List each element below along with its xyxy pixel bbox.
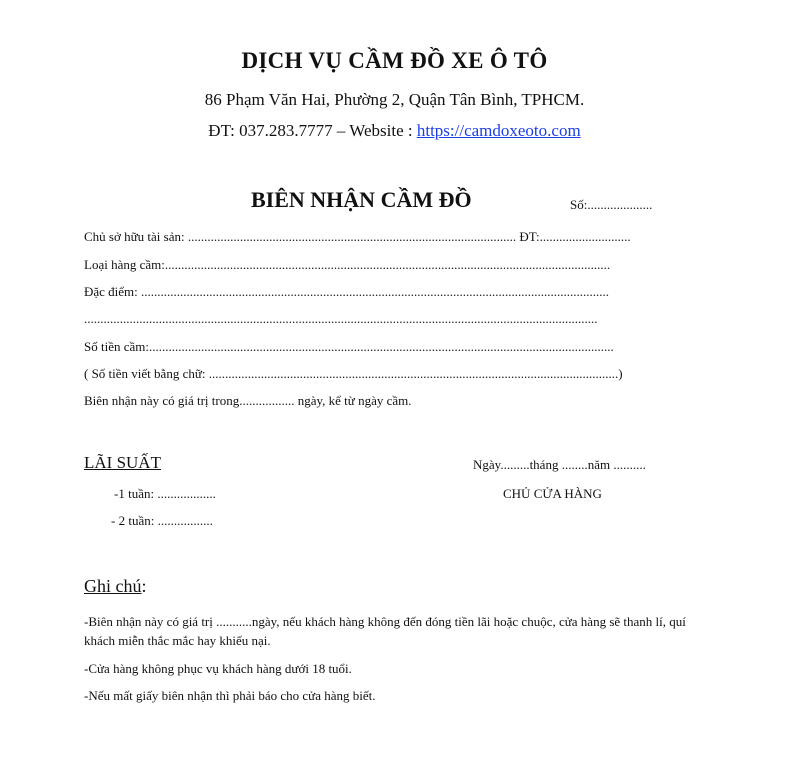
interest-week-2: - 2 tuần: ................. xyxy=(111,513,213,528)
item-type-field: Loại hàng cầm:......................................................................................................................................... xyxy=(84,257,611,272)
amount-field: Số tiền cầm:............................................................................................................................................... xyxy=(84,339,614,354)
shop-address: 86 Phạm Văn Hai, Phường 2, Quận Tân Bình, TPHCM. xyxy=(204,90,585,109)
signer-title: CHỦ CỬA HÀNG xyxy=(503,486,602,501)
notes-heading-row xyxy=(84,576,147,597)
website-link[interactable]: https://camdoxeoto.com xyxy=(416,121,581,140)
shop-contact xyxy=(0,121,789,141)
notes-heading: Ghi chú xyxy=(84,576,142,596)
features-field: Đặc điểm: ................................................................................................................................................ xyxy=(84,284,610,299)
amount-words-field: ( Số tiền viết bằng chữ: ..............................................................................................................................) xyxy=(84,366,623,381)
receipt-title: BIÊN NHẬN CẦM ĐỒ xyxy=(251,187,472,212)
notes-heading-colon: : xyxy=(141,576,147,596)
features-continuation: .............................................................................................................................................................. xyxy=(84,311,598,326)
interest-week-1: -1 tuần: .................. xyxy=(114,486,216,501)
validity-line: Biên nhận này có giá trị trong................. ngày, kể từ ngày cầm. xyxy=(84,393,412,408)
shop-name: DỊCH VỤ CẦM ĐỒ XE Ô TÔ xyxy=(241,48,548,73)
interest-heading: LÃI SUẤT xyxy=(84,453,161,472)
date-line: Ngày.........tháng ........năm .......... xyxy=(473,457,646,472)
owner-field: Chủ sở hữu tài sản: ..................................................................................................... ĐT:............................ xyxy=(84,229,631,244)
note-2: -Cửa hàng không phục vụ khách hàng dưới 18 tuổi. xyxy=(84,661,352,676)
note-3: -Nếu mất giấy biên nhận thì phải báo cho cửa hàng biết. xyxy=(84,688,376,703)
note-1: -Biên nhận này có giá trị ...........ngày, nếu khách hàng không đến đóng tiền lãi hoặc chuộc, cửa hàng sẽ thanh lí, quí khách miễn thắc mắc hay khiếu nại. xyxy=(84,614,686,648)
contact-phone: ĐT: 037.283.7777 – Website : xyxy=(208,121,417,140)
receipt-number-field: Số:.................... xyxy=(570,197,653,212)
